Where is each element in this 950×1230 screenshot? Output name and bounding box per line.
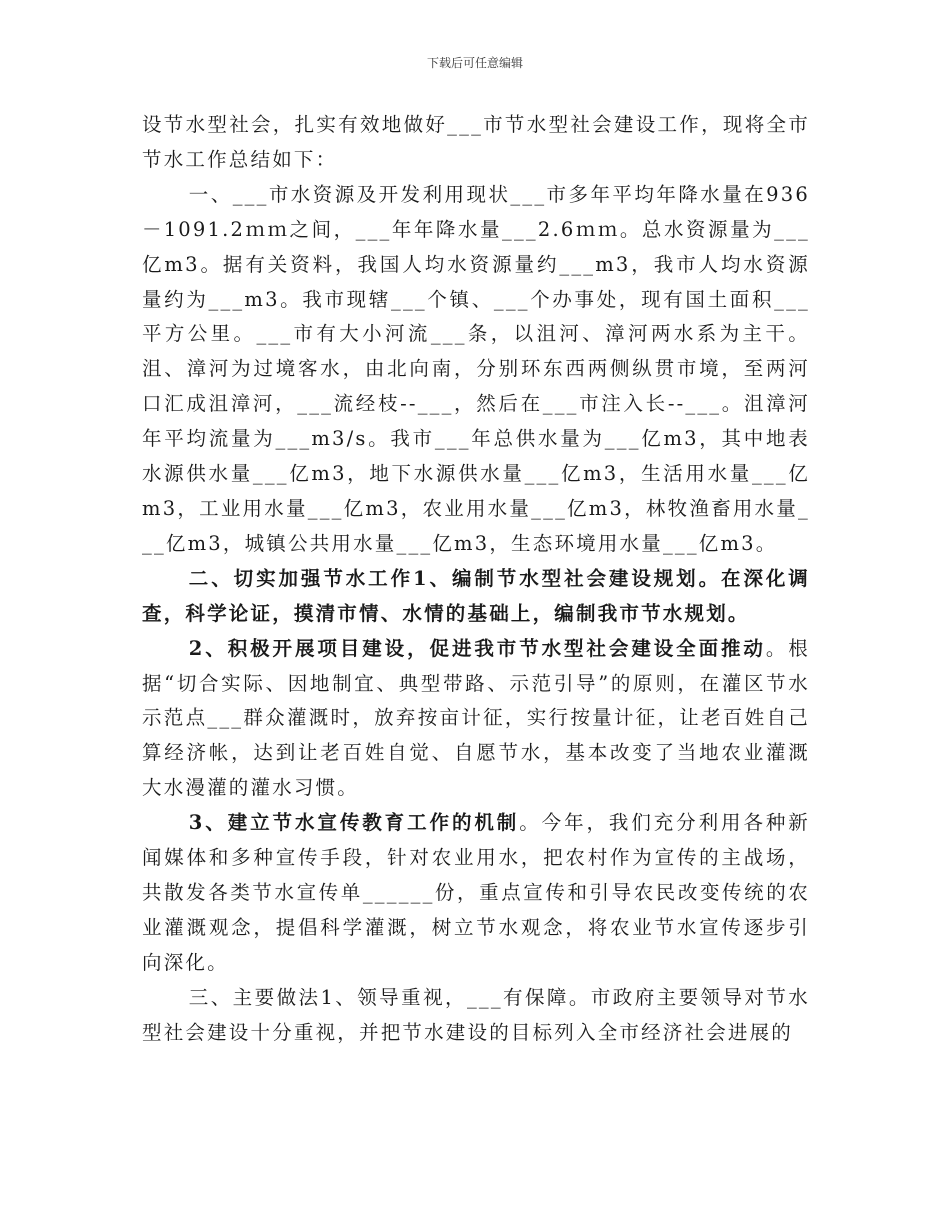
page-header: 下载后可任意编辑 (426, 56, 523, 70)
paragraph-project-construction (142, 632, 810, 807)
paragraph-main-practices: 三、主要做法1、领导重视，___有保障。市政府主要领导对节水型社会建设十分重视，并把节水建设的目标列入全市经济社会进展的 (142, 985, 810, 1044)
text-publicity-mechanism: 。今年，我们充分利用各种新闻媒体和多种宣传手段，针对农业用水，把农村作为宣传的主战场，共散发各类节水宣传单______份，重点宣传和引导农民改变传统的农业灌溉观念，提倡科学灌溉，树立节水观念，将农业节水宣传逐步引向深化。 (142, 811, 810, 974)
text-project-construction: 。根据“切合实际、因地制宜、典型带路、示范引导”的原则，在灌区节水示范点___群众灌溉时，放弃按亩计征，实行按量计征，让老百姓自己算经济帐，达到让老百姓自觉、自愿节水，基本改变了当地农业灌溉大水漫灌的灌水习惯。 (142, 636, 810, 800)
paragraph-publicity-mechanism (142, 806, 810, 981)
paragraph-water-resources: 一、___市水资源及开发利用现状___市多年平均年降水量在936－1091.2ｍｍ之间，___年年降水量___2.6ｍｍ。总水资源量为___亿m3。据有关资料，我国人均水资源量约___m3，我市人均水资源量约为___m3。我市现辖___个镇、___个办事处，现有国土面积___平方公里。___市有大小河流___条，以沮河、漳河两水系为主干。沮、漳河为过境客水，由北向南，分别环东西两侧纵贯市境，至两河口汇成沮漳河，___流经枝--___，然后在___市注入长--___。沮漳河年平均流量为___m3/s。我市___年总供水量为___亿m3，其中地表水源供水量___亿m3，地下水源供水量___亿m3，生活用水量___亿m3，工业用水量___亿m3，农业用水量___亿m3，林牧渔畜用水量___亿m3，城镇公共用水量___亿m3，生态环境用水量___亿m3。 (142, 182, 810, 555)
paragraph-intro: 设节水型社会，扎实有效地做好___市节水型社会建设工作，现将全市节水工作总结如下： (142, 113, 810, 171)
document-body (142, 108, 810, 1050)
paragraph-strengthen-water-saving: 二、切实加强节水工作1、编制节水型社会建设规划。在深化调查，科学论证，摸清市情、水情的基础上，编制我市节水规划。 (142, 566, 810, 625)
heading-project-construction: 2、积极开展项目建设，促进我市节水型社会建设全面推动 (188, 636, 766, 660)
heading-publicity-mechanism: 3、建立节水宣传教育工作的机制 (188, 811, 520, 835)
